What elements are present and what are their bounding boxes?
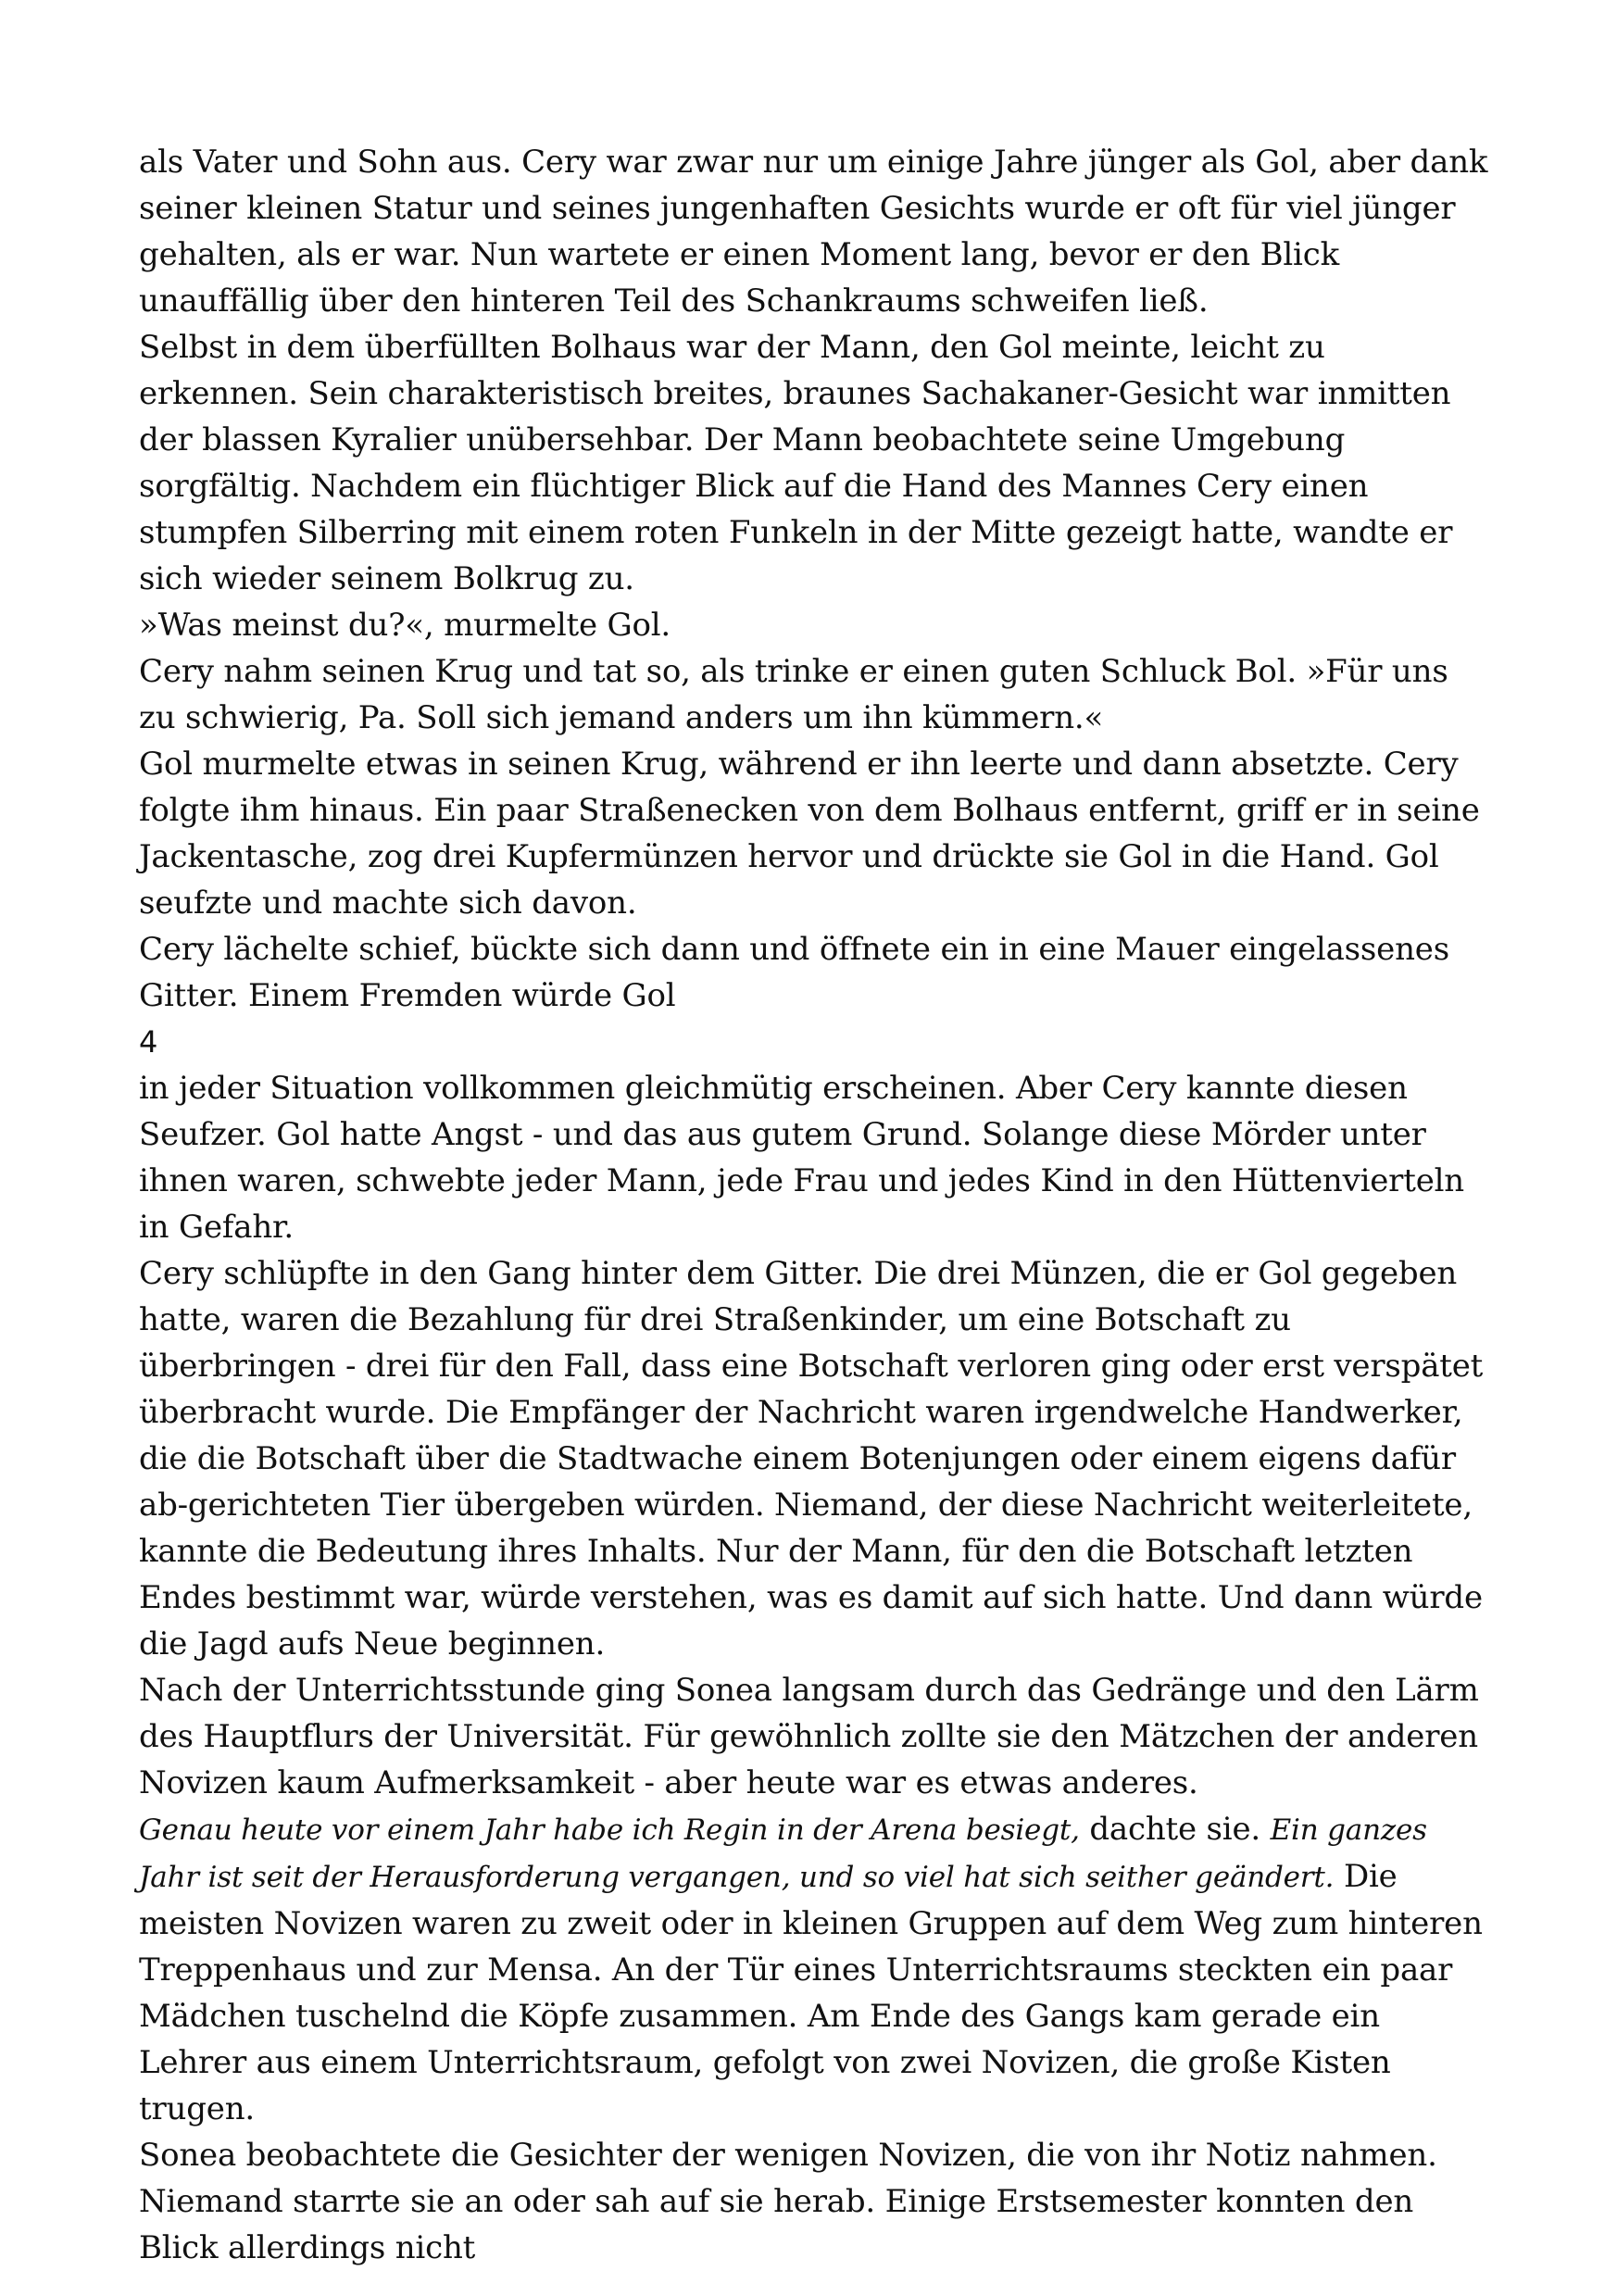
paragraph: Cery schlüpfte in den Gang hinter dem Gitter. Die drei Münzen, die er Gol gegeben hatte, waren die Bezahlung für drei Straßenkinder, um eine Botschaft zu überbringen - drei für den Fall, dass eine Botschaft verloren ging oder erst verspätet überbracht wurde. Die Empfänger der Nachricht waren irgendwelche Handwerker, die die Botschaft über die Stadtwache einem Botenjungen oder einem eigens dafür ab-gerichteten Tier übergeben würden. Niemand, der diese Nachricht weiterleitete, kannte die Bedeutung ihres Inhalts. Nur der Mann, für den die Botschaft letzten Endes bestimmt war, würde verstehen, was es damit auf sich hatte. Und dann würde die Jagd aufs Neue beginnen. <box>139 1255 1484 1662</box>
paragraph: Selbst in dem überfüllten Bolhaus war der Mann, den Gol meinte, leicht zu erkennen. Sein charakteristisch breites, braunes Sachakaner-Gesicht war inmitten der blassen Kyralier unübersehbar. Der Mann beobachtete seine Umgebung sorgfältig. Nachdem ein flüchtiger Blick auf die Hand des Mannes Cery einen stumpfen Silberring mit einem roten Funkeln in der Mitte gezeigt hatte, wandte er sich wieder seinem Bolkrug zu. <box>139 329 1453 597</box>
paragraph: Cery nahm seinen Krug und tat so, als trinke er einen guten Schluck Bol. »Für uns zu schwierig, Pa. Soll sich jemand anders um ihn kümmern.« <box>139 653 1448 736</box>
page-number: 4 <box>139 1024 158 1060</box>
paragraph: Nach der Unterrichtsstunde ging Sonea langsam durch das Gedränge und den Lärm des Hauptflurs der Universität. Für gewöhnlich zollte sie den Mätzchen der anderen Novizen kaum Aufmerksamkeit - aber heute war es etwas anderes. <box>139 1672 1479 1801</box>
paragraph: Sonea beobachtete die Gesichter der wenigen Novizen, die von ihr Notiz nahmen. Niemand starrte sie an oder sah auf sie herab. Einige Erstsemester konnten den Blick allerdings nicht <box>139 2137 1437 2266</box>
paragraph: Gol murmelte etwas in seinen Krug, während er ihn leerte und dann absetzte. Cery folgte ihm hinaus. Ein paar Straßenecken von dem Bolhaus entfernt, griff er in seine Jackentasche, zog drei Kupfermünzen hervor und drückte sie Gol in die Hand. Gol seufzte und machte sich davon. <box>139 746 1480 922</box>
paragraph: Cery lächelte schief, bückte sich dann und öffnete ein in eine Mauer eingelassenes Gitter. Einem Fremden würde Gol <box>139 931 1449 1014</box>
paragraph-mixed <box>139 1806 1491 2132</box>
paragraph: in jeder Situation vollkommen gleichmütig erscheinen. Aber Cery kannte diesen Seufzer. Gol hatte Angst - und das aus gutem Grund. Solange diese Mörder unter ihnen waren, schwebte jeder Mann, jede Frau und jedes Kind in den Hüttenvierteln in Gefahr. <box>139 1070 1464 1246</box>
italic-thought: Genau heute vor einem Jahr habe ich Regin in der Arena besiegt, <box>139 1813 1080 1847</box>
narration: dachte sie. <box>1079 1811 1271 1848</box>
narration: Die meisten Novizen waren zu zweit oder in kleinen Gruppen auf dem Weg zum hinteren Treppenhaus und zur Mensa. An der Tür eines Unterrichtsraums steckten ein paar Mädchen tuschelnd die Köpfe zusammen. Am Ende des Gangs kam gerade ein Lehrer aus einem Unterrichtsraum, gefolgt von zwei Novizen, die große Kisten trugen. <box>139 1858 1483 2127</box>
italic-thought: Ein ganzes Jahr ist seit der Herausforderung vergangen, und so viel hat sich seither geändert. <box>139 1813 1427 1894</box>
paragraph: »Was meinst du?«, murmelte Gol. <box>139 607 671 644</box>
body-text <box>139 139 1491 2271</box>
paragraph: als Vater und Sohn aus. Cery war zwar nur um einige Jahre jünger als Gol, aber dank seiner kleinen Statur und seines jungenhaften Gesichts wurde er oft für viel jünger gehalten, als er war. Nun wartete er einen Moment lang, bevor er den Blick unauffällig über den hinteren Teil des Schankraums schweifen ließ. <box>139 144 1488 320</box>
